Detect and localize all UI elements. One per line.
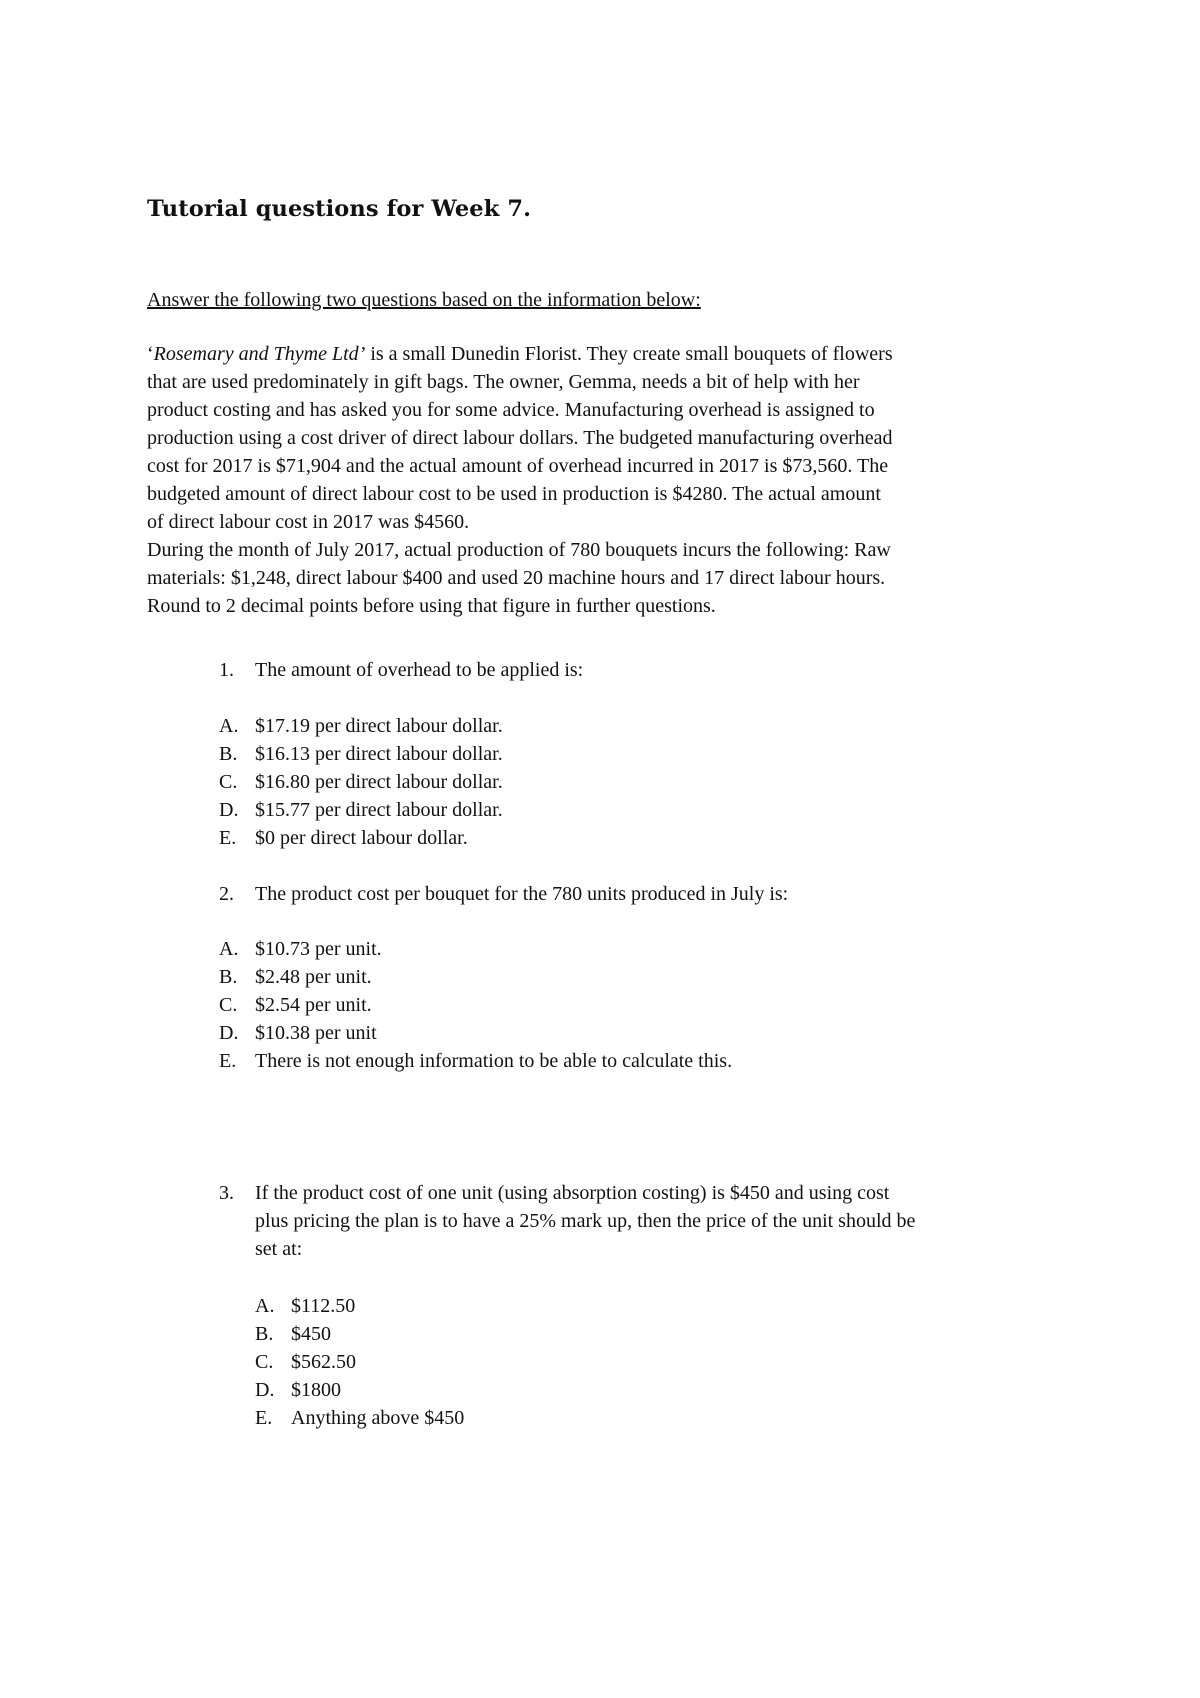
- question-number: 2.: [219, 883, 234, 905]
- option-letter: C.: [255, 1351, 274, 1373]
- option-text: $450: [291, 1323, 331, 1345]
- scenario-line: cost for 2017 is $71,904 and the actual amount of overhead incurred in 2017 is $73,560. The: [147, 455, 889, 477]
- option-text: $1800: [291, 1379, 341, 1401]
- option-letter: D.: [255, 1379, 275, 1401]
- option-letter: D.: [219, 1022, 239, 1044]
- question-text: The product cost per bouquet for the 780 units produced in July is:: [255, 883, 789, 905]
- option-letter: C.: [219, 771, 238, 793]
- option-text: $562.50: [291, 1351, 356, 1373]
- page-title: Tutorial questions for Week 7.: [147, 196, 532, 222]
- scenario-line: Round to 2 decimal points before using that figure in further questions.: [147, 595, 716, 617]
- option-letter: A.: [219, 715, 239, 737]
- question-1: [219, 656, 583, 684]
- option-letter: C.: [219, 994, 238, 1016]
- scenario-line: product costing and has asked you for some advice. Manufacturing overhead is assigned to: [147, 399, 875, 421]
- option-text: $2.54 per unit.: [255, 994, 372, 1016]
- option-letter: E.: [219, 1050, 237, 1072]
- question-text: plus pricing the plan is to have a 25% mark up, then the price of the unit should be: [255, 1210, 916, 1232]
- option-text: $112.50: [291, 1295, 356, 1317]
- option-text: $16.13 per direct labour dollar.: [255, 743, 503, 765]
- option-text: $2.48 per unit.: [255, 966, 372, 988]
- question-number: 1.: [219, 659, 234, 681]
- scenario-line: production using a cost driver of direct labour dollars. The budgeted manufacturing overhead: [147, 427, 893, 449]
- open-quote: ‘: [147, 343, 154, 365]
- scenario-line-rest: is a small Dunedin Florist. They create small bouquets of flowers: [365, 343, 893, 365]
- company-name: Rosemary and Thyme Ltd’: [153, 343, 366, 365]
- scenario-line: materials: $1,248, direct labour $400 and used 20 machine hours and 17 direct labour hours.: [147, 567, 886, 589]
- option-text: $0 per direct labour dollar.: [255, 827, 468, 849]
- option-letter: E.: [219, 827, 237, 849]
- instruction-text: Answer the following two questions based on the information below:: [147, 289, 701, 311]
- option-letter: A.: [255, 1295, 275, 1317]
- question-number: 3.: [219, 1182, 234, 1204]
- option-letter: B.: [219, 743, 238, 765]
- option-text: $15.77 per direct labour dollar.: [255, 799, 503, 821]
- option-text: $17.19 per direct labour dollar.: [255, 715, 503, 737]
- option-letter: B.: [219, 966, 238, 988]
- question-2: [219, 880, 788, 908]
- option-letter: E.: [255, 1407, 273, 1429]
- option-text: $10.38 per unit: [255, 1022, 377, 1044]
- question-text: set at:: [255, 1238, 303, 1260]
- option-text: $16.80 per direct labour dollar.: [255, 771, 503, 793]
- question-text: The amount of overhead to be applied is:: [255, 659, 584, 681]
- option-letter: A.: [219, 938, 239, 960]
- question-3: [219, 1179, 915, 1263]
- scenario-line: budgeted amount of direct labour cost to be used in production is $4280. The actual amount: [147, 483, 881, 505]
- option-text: There is not enough information to be able to calculate this.: [255, 1050, 733, 1072]
- scenario-line: [147, 340, 1077, 368]
- scenario-line: that are used predominately in gift bags. The owner, Gemma, needs a bit of help with her: [147, 371, 860, 393]
- option-letter: D.: [219, 799, 239, 821]
- option-letter: B.: [255, 1323, 274, 1345]
- question-text: If the product cost of one unit (using absorption costing) is $450 and using cost: [255, 1182, 890, 1204]
- scenario-line: During the month of July 2017, actual production of 780 bouquets incurs the following: Raw: [147, 539, 891, 561]
- option-text: Anything above $450: [291, 1407, 465, 1429]
- option-text: $10.73 per unit.: [255, 938, 382, 960]
- scenario-paragraph: [147, 340, 1077, 620]
- scenario-line: of direct labour cost in 2017 was $4560.: [147, 511, 470, 533]
